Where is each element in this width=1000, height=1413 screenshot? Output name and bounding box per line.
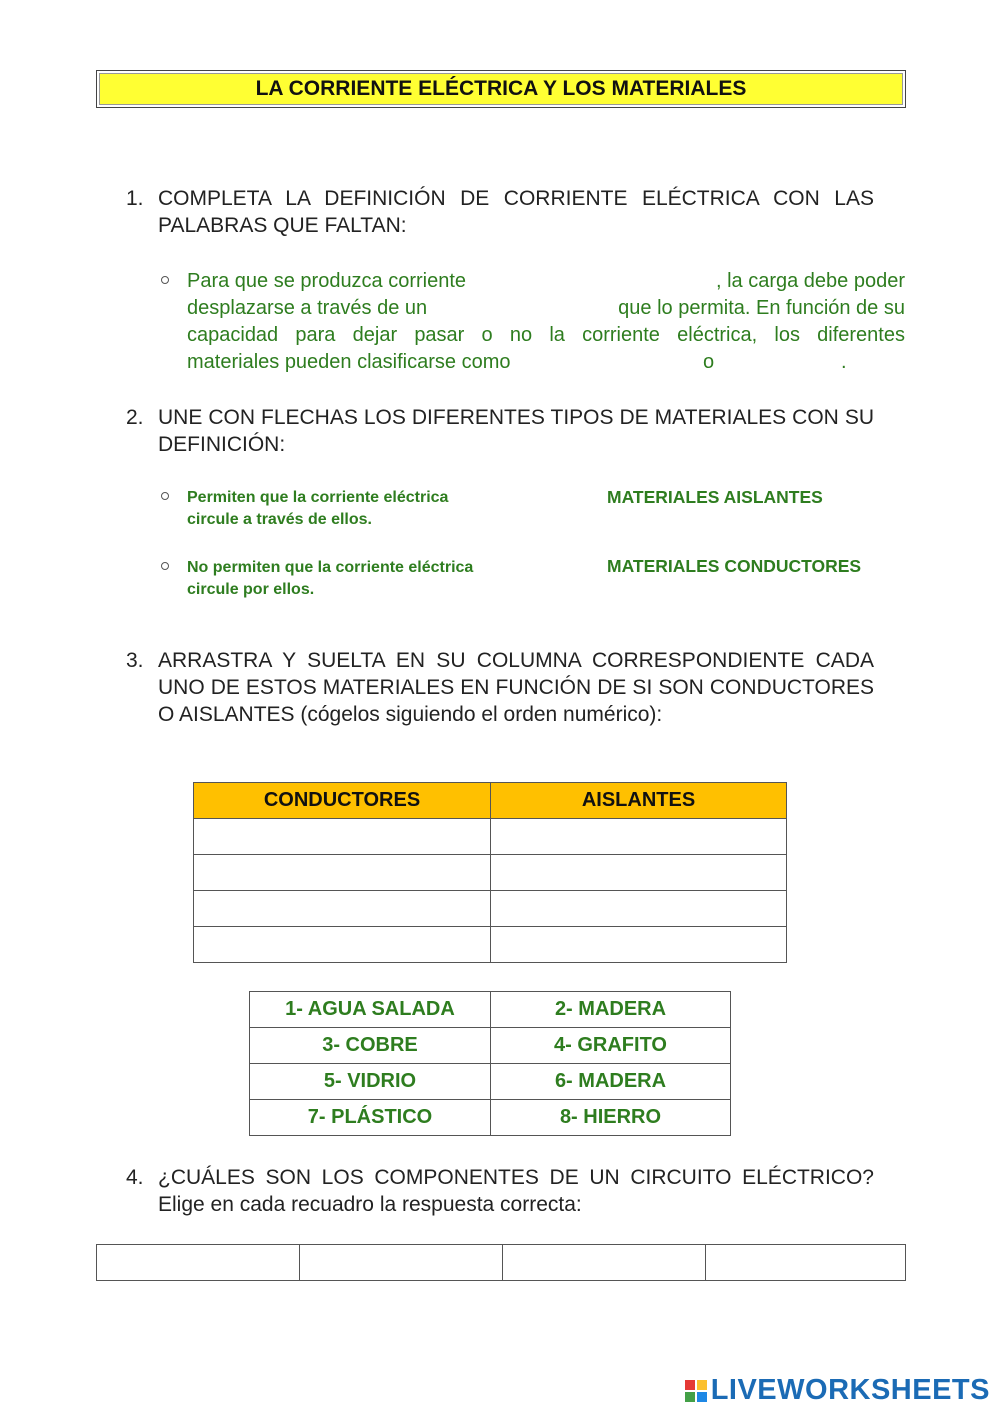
drop-slot[interactable]: [194, 855, 491, 891]
page-title: LA CORRIENTE ELÉCTRICA Y LOS MATERIALES: [96, 70, 906, 108]
component-select[interactable]: [503, 1245, 706, 1281]
material-item[interactable]: 8- HIERRO: [491, 1100, 731, 1136]
classification-table: [193, 782, 787, 963]
table-row: [250, 1028, 731, 1064]
material-item[interactable]: 4- GRAFITO: [491, 1028, 731, 1064]
drop-slot[interactable]: [491, 927, 787, 963]
question-2: [126, 404, 906, 464]
q1-line3: capacidad para dejar pasar o no la corriente eléctrica, los diferentes: [187, 324, 905, 346]
drop-slot[interactable]: [491, 819, 787, 855]
q1-line4b: o: [703, 351, 715, 373]
bullet-icon: [161, 276, 169, 284]
question-4-number: 4.: [126, 1166, 144, 1189]
q1-line1b: , la carga debe poder: [715, 270, 905, 292]
question-3-number: 3.: [126, 649, 144, 672]
q1-line2b: que lo permita. En función de su: [618, 297, 905, 319]
material-item[interactable]: 2- MADERA: [491, 992, 731, 1028]
table-row: [250, 1064, 731, 1100]
liveworksheets-logo: [685, 1374, 990, 1407]
drop-slot[interactable]: [491, 891, 787, 927]
q1-line4a: materiales pueden clasificarse como: [187, 351, 511, 373]
definition-2[interactable]: [187, 557, 473, 601]
question-3-text: ARRASTRA Y SUELTA EN SU COLUMNA CORRESPONDIENTE CADA UNO DE ESTOS MATERIALES EN FUNCIÓN DE SI SON CONDUCTORES O AISLANTES (cógelos siguiendo el orden numérico):: [158, 649, 874, 726]
blank-input-3[interactable]: [573, 351, 697, 375]
definition-1-line1: Permiten que la corriente eléctrica: [187, 489, 449, 506]
table-row: [194, 855, 787, 891]
drop-slot[interactable]: [194, 819, 491, 855]
table-row: [194, 819, 787, 855]
components-table: [96, 1244, 906, 1281]
label-conductores[interactable]: MATERIALES CONDUCTORES: [607, 556, 862, 576]
material-item[interactable]: 1- AGUA SALADA: [250, 992, 491, 1028]
q1-line2a: desplazarse a través de un: [187, 297, 428, 319]
table-row: [250, 992, 731, 1028]
definition-1-line2: circule a través de ellos.: [187, 511, 372, 528]
materials-table: [249, 991, 731, 1136]
blank-input-4[interactable]: [725, 351, 839, 375]
drop-slot[interactable]: [194, 927, 491, 963]
definition-1[interactable]: [187, 487, 448, 531]
material-item[interactable]: 5- VIDRIO: [250, 1064, 491, 1100]
material-item[interactable]: 3- COBRE: [250, 1028, 491, 1064]
question-2-number: 2.: [126, 406, 144, 429]
question-1-number: 1.: [126, 187, 144, 210]
table-row: [97, 1245, 906, 1281]
q1-line1a: Para que se produzca corriente: [187, 270, 467, 292]
question-1: [126, 185, 906, 245]
component-select[interactable]: [706, 1245, 906, 1281]
logo-cube-icon: [685, 1380, 707, 1402]
column-header-aislantes: AISLANTES: [491, 783, 787, 819]
q1-line4c: .: [841, 351, 847, 373]
component-select[interactable]: [97, 1245, 300, 1281]
drop-slot[interactable]: [194, 891, 491, 927]
bullet-icon: [161, 562, 169, 570]
question-1-text: COMPLETA LA DEFINICIÓN DE CORRIENTE ELÉCTRICA CON LAS PALABRAS QUE FALTAN:: [158, 187, 874, 237]
bullet-icon: [161, 492, 169, 500]
definition-2-line2: circule por ellos.: [187, 581, 315, 598]
material-item[interactable]: 7- PLÁSTICO: [250, 1100, 491, 1136]
q1-paragraph: [187, 268, 905, 378]
blank-input-1[interactable]: [543, 270, 667, 294]
question-4: [126, 1164, 906, 1224]
column-header-conductores: CONDUCTORES: [194, 783, 491, 819]
definition-2-line1: No permiten que la corriente eléctrica: [187, 559, 474, 576]
question-2-text: UNE CON FLECHAS LOS DIFERENTES TIPOS DE MATERIALES CON SU DEFINICIÓN:: [158, 406, 874, 456]
table-row: [194, 891, 787, 927]
component-select[interactable]: [300, 1245, 503, 1281]
blank-input-2[interactable]: [477, 297, 561, 321]
label-aislantes[interactable]: MATERIALES AISLANTES: [607, 487, 823, 507]
logo-text: LIVEWORKSHEETS: [710, 1374, 990, 1406]
question-3: [126, 647, 906, 757]
material-item[interactable]: 6- MADERA: [491, 1064, 731, 1100]
table-row: [250, 1100, 731, 1136]
question-4-text: ¿CUÁLES SON LOS COMPONENTES DE UN CIRCUITO ELÉCTRICO? Elige en cada recuadro la respuesta correcta:: [158, 1166, 874, 1216]
table-row: [194, 927, 787, 963]
drop-slot[interactable]: [491, 855, 787, 891]
